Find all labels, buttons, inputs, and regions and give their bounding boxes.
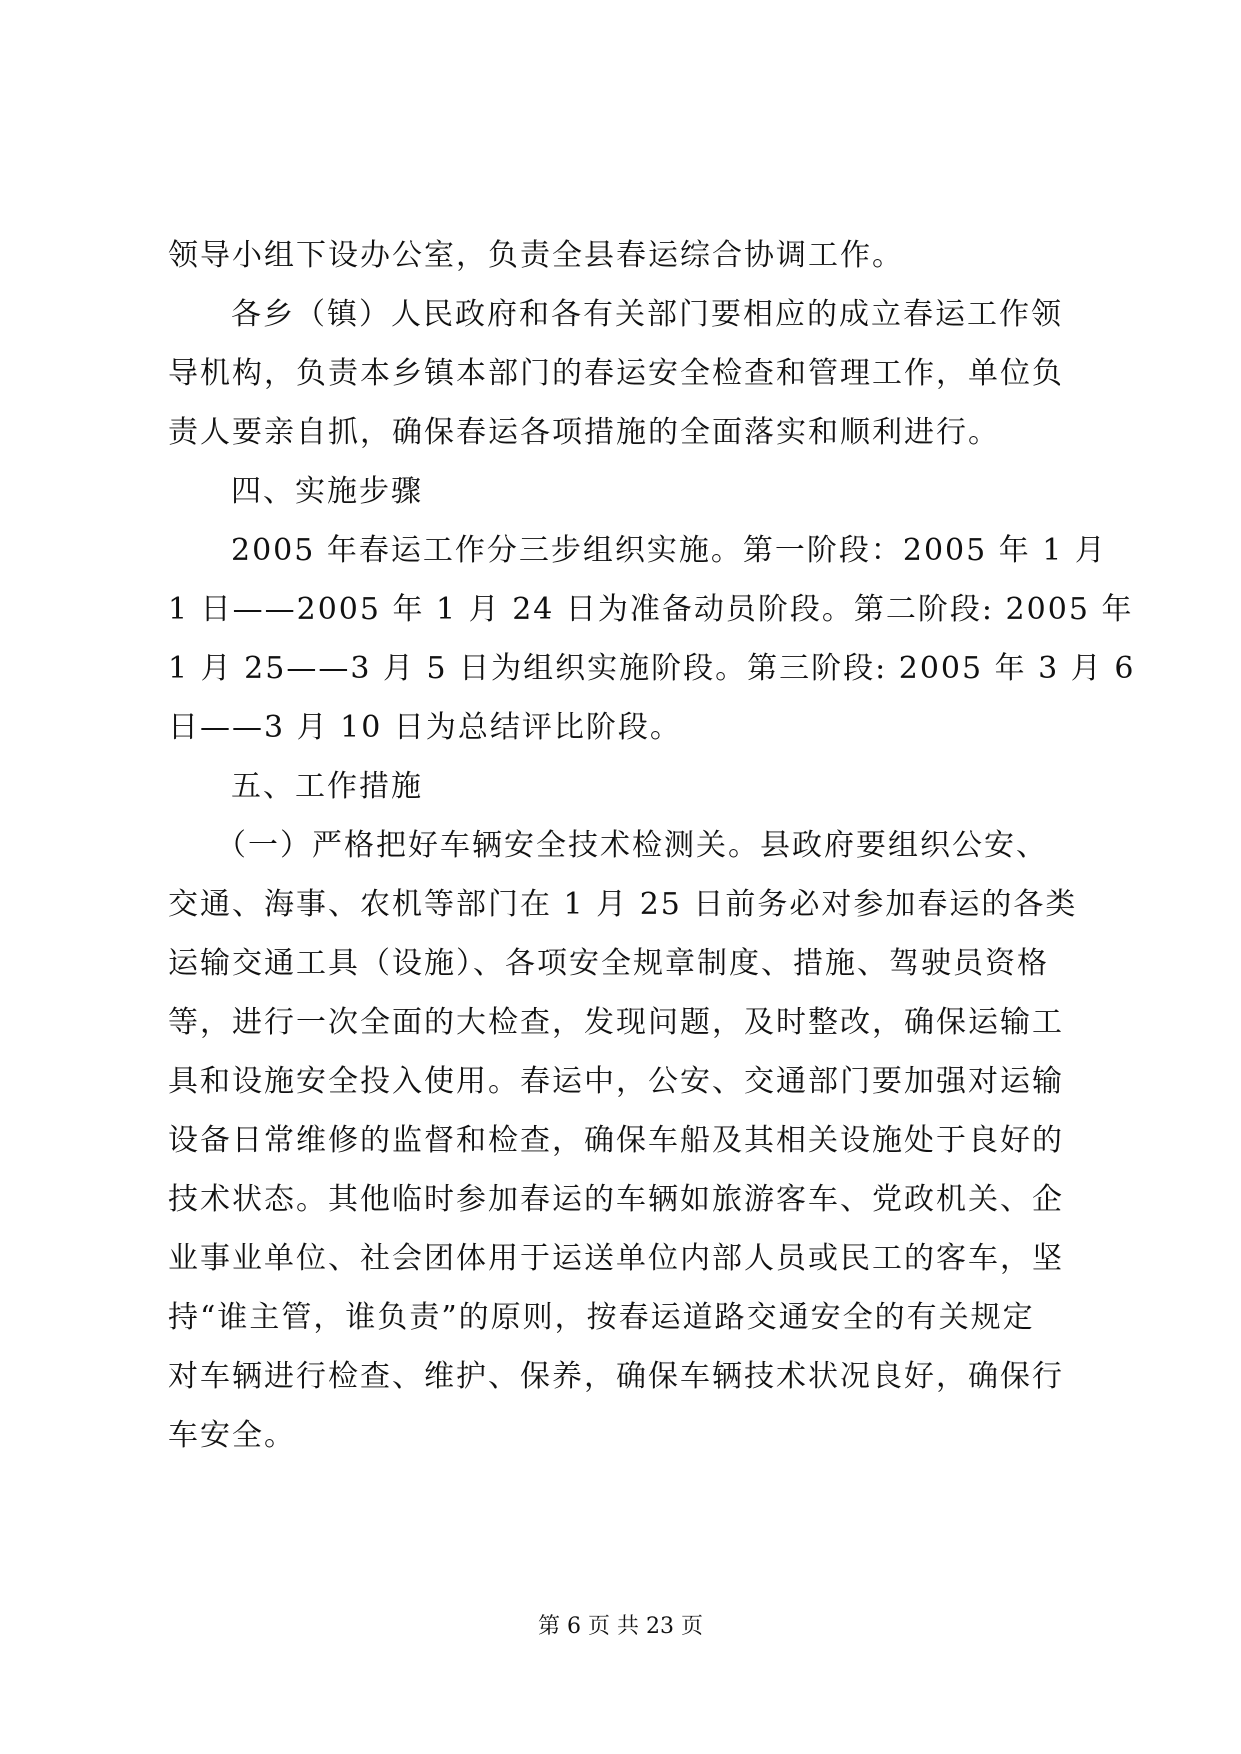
text-line: 1 日——2005 年 1 月 24 日为准备动员阶段。第二阶段: 2005 年 (168, 592, 1134, 627)
text-line: 1 月 25——3 月 5 日为组织实施阶段。第三阶段: 2005 年 3 月 6 (168, 651, 1136, 686)
text-line: 导机构，负责本乡镇本部门的春运安全检查和管理工作，单位负 (168, 356, 1064, 391)
text-line: 具和设施安全投入使用。春运中，公安、交通部门要加强对运输 (168, 1064, 1064, 1099)
text-line: 业事业单位、社会团体用于运送单位内部人员或民工的客车，坚 (168, 1241, 1064, 1276)
text-line: 2005 年春运工作分三步组织实施。第一阶段：2005 年 1 月 (231, 533, 1107, 568)
text-line: （一）严格把好车辆安全技术检测关。县政府要组织公安、 (216, 828, 1048, 863)
text-line: 日——3 月 10 日为总结评比阶段。 (168, 710, 682, 745)
text-line: 等，进行一次全面的大检查，发现问题，及时整改，确保运输工 (168, 1005, 1064, 1040)
text-line: 车安全。 (168, 1418, 296, 1453)
section-heading: 四、实施步骤 (231, 474, 423, 509)
text-line: 技术状态。其他临时参加春运的车辆如旅游客车、党政机关、企 (168, 1182, 1064, 1217)
text-line: 设备日常维修的监督和检查，确保车船及其相关设施处于良好的 (168, 1123, 1064, 1158)
body-text (168, 226, 1136, 1465)
section-heading: 五、工作措施 (231, 769, 423, 804)
text-line: 运输交通工具（设施）、各项安全规章制度、措施、驾驶员资格 (168, 946, 1049, 981)
text-line: 持“谁主管，谁负责”的原则，按春运道路交通安全的有关规定 (168, 1300, 1035, 1335)
text-line: 对车辆进行检查、维护、保养，确保车辆技术状况良好，确保行 (168, 1359, 1064, 1394)
text-line: 交通、海事、农机等部门在 1 月 25 日前务必对参加春运的各类 (168, 887, 1078, 922)
text-line: 各乡（镇）人民政府和各有关部门要相应的成立春运工作领 (231, 297, 1063, 332)
text-line: 责人要亲自抓，确保春运各项措施的全面落实和顺利进行。 (168, 415, 1000, 450)
page-number-footer: 第 6 页 共 23 页 (538, 1614, 703, 1639)
text-line: 领导小组下设办公室，负责全县春运综合协调工作。 (168, 238, 904, 273)
